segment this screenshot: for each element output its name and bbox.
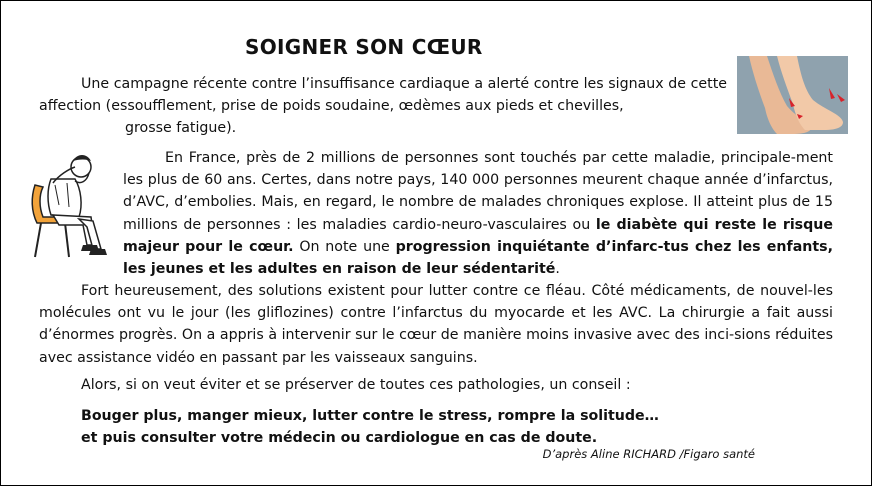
article-title: SOIGNER SON CŒUR xyxy=(245,35,483,59)
intro-line-2: cette affection (essoufflement, prise de poids soudaine, œdèmes aux pieds et chevilles, xyxy=(39,76,728,115)
france-bold-diabetes: le diabète qui reste le risque majeur pour le cœur. xyxy=(123,216,834,255)
france-paragraph xyxy=(123,147,833,280)
france-text-3: . xyxy=(555,261,560,278)
intro-line-3: grosse fatigue). xyxy=(125,120,237,137)
intro-line-1: Une campagne récente contre l’insuffisance cardiaque a alerté contre les signaux de xyxy=(81,76,687,92)
solutions-text: Fort heureusement, des solutions existent pour lutter contre ce fléau. Côté médicaments, de nouvel-les molécules ont vu le jour (les gliflozines) contre l’infarctus du myocarde et les AVC. La chirurgie a fait aussi d’énormes progrès. On a appris à intervenir sur le cœur de manière moins invasive avec des inci-sions réduites avec assistance vidéo en passant par les vaisseaux sanguins. xyxy=(39,283,833,366)
worried-man-illustration xyxy=(29,145,113,265)
france-bold-infarction: progression inquiétante d’infarc-tus chez les enfants, les jeunes et les adultes en raison de leur sédentarité xyxy=(123,238,833,278)
conseil-text: Alors, si on veut éviter et se préserver de toutes ces pathologies, un conseil : xyxy=(81,377,631,393)
conseil-paragraph xyxy=(39,374,833,396)
advice-block xyxy=(81,405,659,449)
advice-line-1: Bouger plus, manger mieux, lutter contre le stress, rompre la solitude… xyxy=(81,408,659,424)
solutions-paragraph xyxy=(39,280,833,369)
france-text-2: On note une xyxy=(293,238,396,255)
source-credit: D’après Aline RICHARD /Figaro santé xyxy=(542,447,755,461)
swollen-feet-illustration xyxy=(737,56,848,134)
intro-paragraph xyxy=(39,73,727,140)
france-text-1: En France, près de 2 millions de personnes sont touchés par cette maladie, principale-ment les plus de 60 ans. Certes, dans notre pays, 140 000 personnes meurent chaque année d’infarctus, d’AVC, d’embolies. Mais, en regard, le nombre de malades chroniques explose. Il atteint plus de 15 millions de personnes : les maladies cardio-neuro-vasculaires ou xyxy=(123,150,833,233)
advice-line-2: et puis consulter votre médecin ou cardiologue en cas de doute. xyxy=(81,430,598,447)
